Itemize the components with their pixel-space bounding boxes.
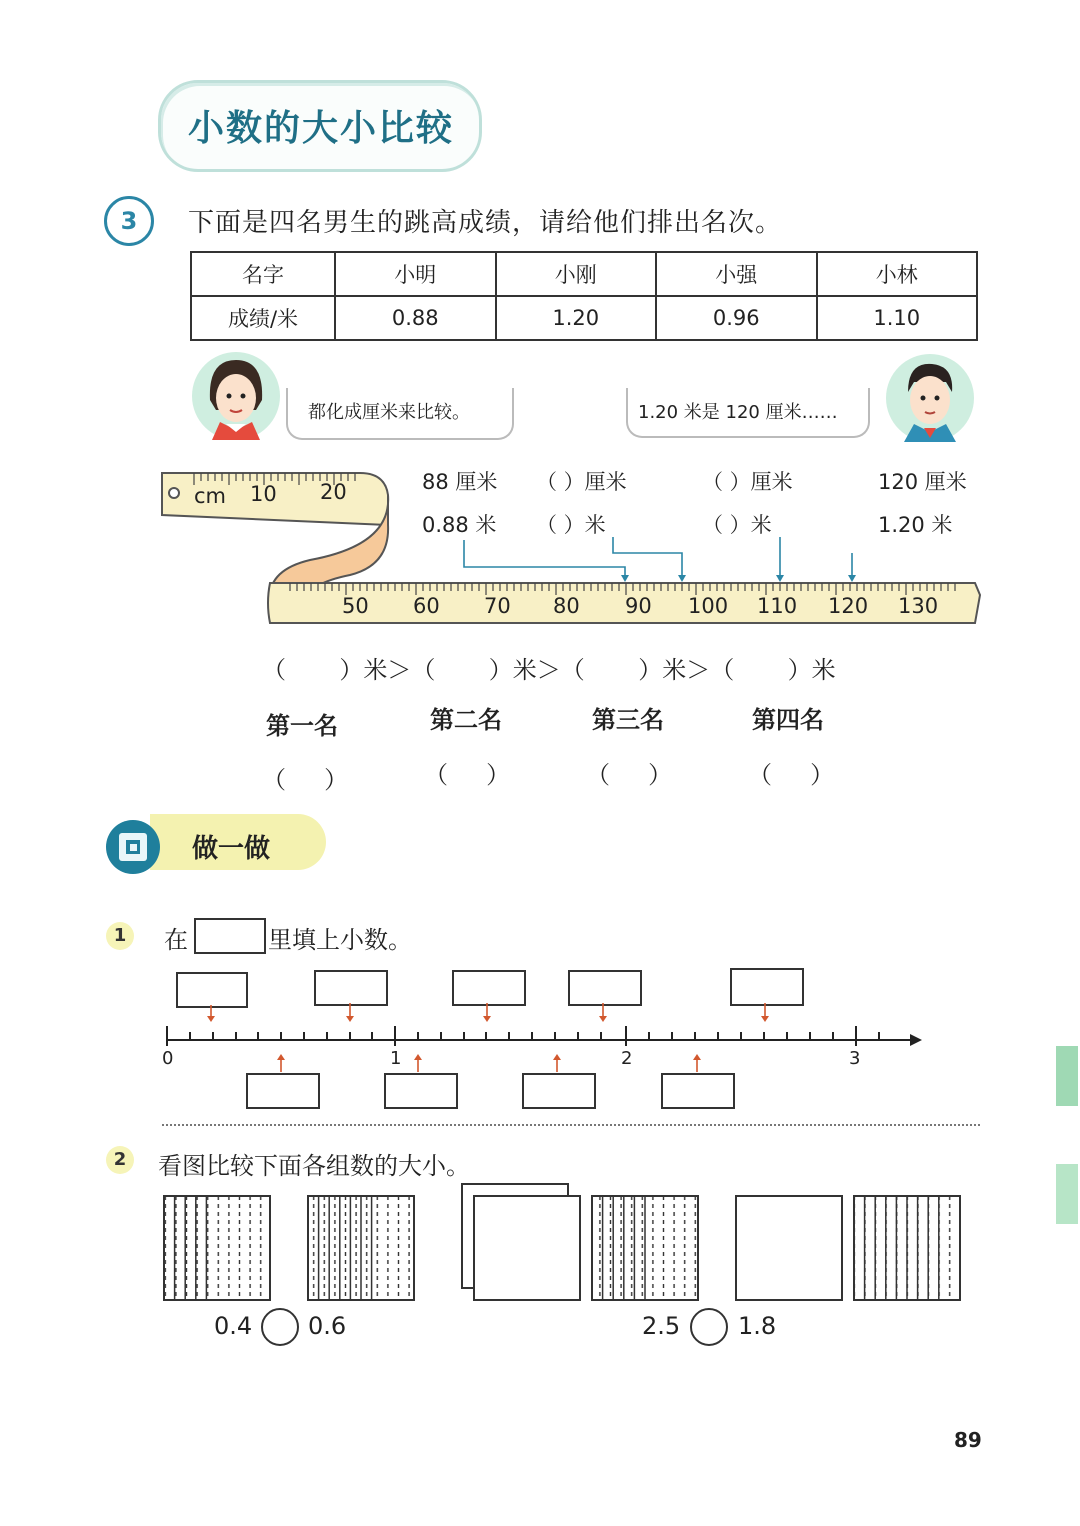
rank-label-3: 第三名 xyxy=(592,706,664,734)
answer-box-sample xyxy=(194,918,266,954)
compare-2-left: 2.5 xyxy=(642,1312,681,1340)
conversion-cm-1: 88 厘米 xyxy=(422,470,498,494)
conversion-m-3[interactable]: （ ）米 xyxy=(702,513,772,537)
rank-blank-3[interactable]: （ ） xyxy=(586,761,673,789)
exercise-2-prompt: 看图比较下面各组数的大小。 xyxy=(158,1152,470,1180)
compare-1-circle[interactable] xyxy=(261,1308,299,1346)
table-cell: 0.96 xyxy=(656,296,817,340)
girl-speech-bubble xyxy=(286,388,514,440)
tape-label: 120 xyxy=(828,594,869,618)
tape-label-10: 10 xyxy=(250,482,277,506)
exercise-number-1: 1 xyxy=(106,922,134,950)
divider xyxy=(162,1124,980,1126)
grid-figure-0-4 xyxy=(164,1196,270,1300)
section-title: 做一做 xyxy=(192,834,271,864)
rank-blank-1[interactable]: （ ） xyxy=(262,766,349,794)
exercise-number-2: 2 xyxy=(106,1146,134,1174)
conversion-m-1: 0.88 米 xyxy=(422,513,497,537)
number-line-ticks xyxy=(167,1026,879,1046)
table-cell: 小强 xyxy=(656,252,817,296)
exercise-1-prompt-start: 在 xyxy=(164,926,188,954)
table-header-score: 成绩/米 xyxy=(191,296,335,340)
table-header-name: 名字 xyxy=(191,252,335,296)
rank-label-2: 第二名 xyxy=(430,706,502,734)
rank-blank-2[interactable]: （ ） xyxy=(424,761,511,789)
grid-figure-2-5 xyxy=(462,1184,698,1300)
tape-label: 130 xyxy=(898,594,939,618)
rank-label-1: 第一名 xyxy=(266,712,338,740)
table-cell: 小刚 xyxy=(496,252,657,296)
compare-1-right: 0.6 xyxy=(308,1312,347,1340)
boy-speech-bubble xyxy=(626,388,870,438)
tape-label: 110 xyxy=(757,594,798,618)
girl-avatar xyxy=(190,350,282,442)
boy-speech-text: 1.20 米是 120 厘米…… xyxy=(638,402,838,423)
compare-2-circle[interactable] xyxy=(690,1308,728,1346)
table-cell: 1.10 xyxy=(817,296,978,340)
number-line-arrows xyxy=(207,1003,769,1072)
tape-label-unit: cm xyxy=(194,484,227,508)
tape-label: 70 xyxy=(484,594,511,618)
lesson-title: 小数的大小比较 xyxy=(188,108,455,149)
table-cell: 小林 xyxy=(817,252,978,296)
practice-icon xyxy=(104,818,162,876)
question-number-3: 3 xyxy=(104,196,154,246)
tape-label: 90 xyxy=(625,594,652,618)
side-tab[interactable] xyxy=(1056,1164,1078,1224)
grid-figure-0-6 xyxy=(308,1196,414,1300)
rank-label-4: 第四名 xyxy=(752,706,824,734)
table-cell: 1.20 xyxy=(496,296,657,340)
table-cell: 0.88 xyxy=(335,296,496,340)
conversion-cm-4: 120 厘米 xyxy=(878,470,967,494)
grid-figure-1-8 xyxy=(736,1196,960,1300)
decimal-grid-figures xyxy=(160,1180,970,1310)
girl-speech-text: 都化成厘米来比较。 xyxy=(308,402,470,423)
compare-1-left: 0.4 xyxy=(214,1312,253,1340)
conversion-m-2[interactable]: （ ）米 xyxy=(536,513,606,537)
tape-pointer-lines xyxy=(464,537,852,579)
table-row xyxy=(191,252,977,296)
tape-label: 50 xyxy=(342,594,369,618)
conversion-cm-3[interactable]: （ ）厘米 xyxy=(702,470,793,494)
axis-label-3: 3 xyxy=(849,1048,861,1069)
compare-2-right: 1.8 xyxy=(738,1312,777,1340)
side-tab[interactable] xyxy=(1056,1046,1078,1106)
tape-label: 100 xyxy=(688,594,729,618)
tape-label: 80 xyxy=(553,594,580,618)
axis-label-2: 2 xyxy=(621,1048,633,1069)
score-table xyxy=(190,251,978,341)
question-3-prompt: 下面是四名男生的跳高成绩，请给他们排出名次。 xyxy=(188,208,783,238)
conversion-m-4: 1.20 米 xyxy=(878,513,953,537)
boy-avatar xyxy=(884,352,976,444)
tape-pointer-arrowheads xyxy=(621,575,856,582)
table-cell: 小明 xyxy=(335,252,496,296)
rank-blank-4[interactable]: （ ） xyxy=(748,761,835,789)
page-number: 89 xyxy=(954,1428,982,1452)
tape-label-20: 20 xyxy=(320,480,347,504)
axis-label-1: 1 xyxy=(390,1048,402,1069)
axis-label-0: 0 xyxy=(162,1048,174,1069)
table-row xyxy=(191,296,977,340)
order-line[interactable]: （ ）米＞（ ）米＞（ ）米＞（ ）米 xyxy=(262,656,836,684)
exercise-1-prompt-end: 里填上小数。 xyxy=(268,926,412,954)
tape-label: 60 xyxy=(413,594,440,618)
number-line xyxy=(150,1000,930,1080)
conversion-cm-2[interactable]: （ ）厘米 xyxy=(536,470,627,494)
